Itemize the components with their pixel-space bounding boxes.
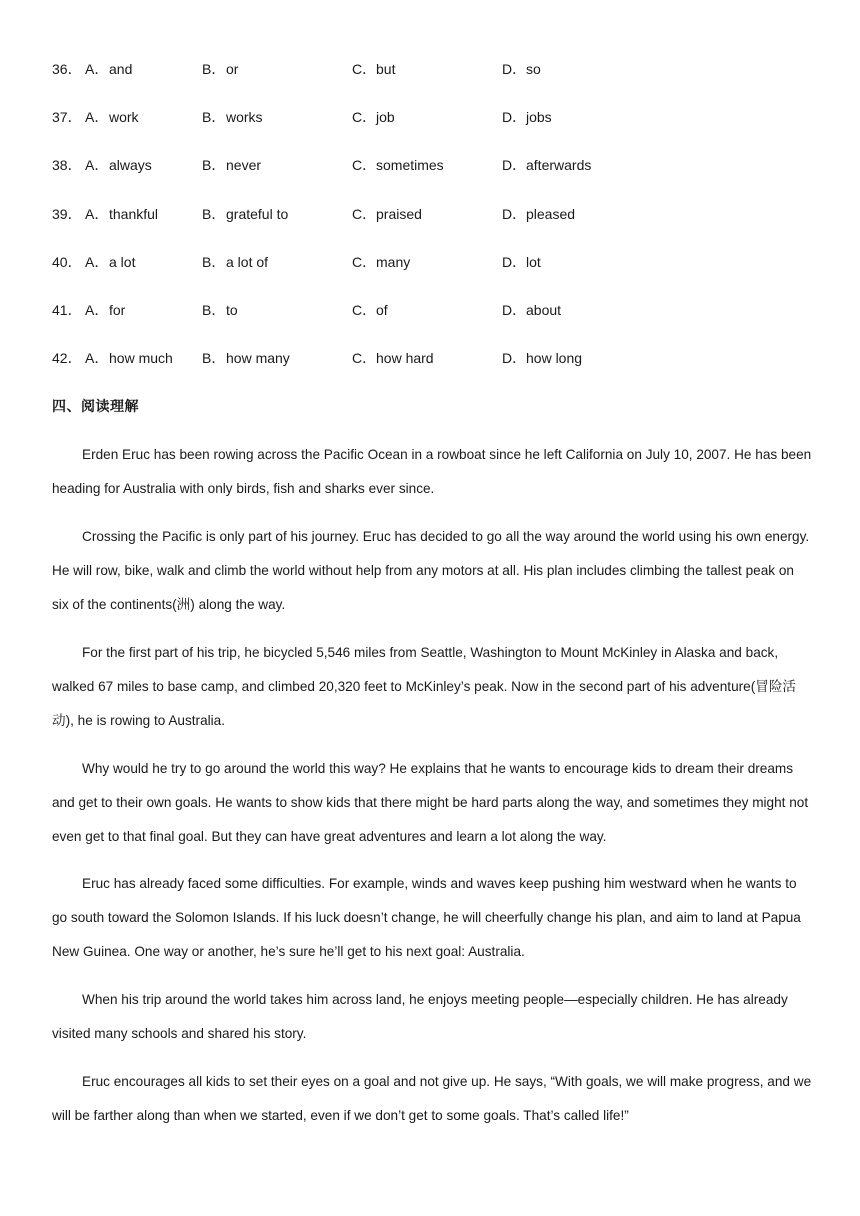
option-a: A．thankful xyxy=(85,206,159,222)
option-d: D．afterwards xyxy=(502,157,592,173)
option-c: C．praised xyxy=(352,206,422,222)
option-c: C．but xyxy=(352,61,396,77)
option-d: D．so xyxy=(502,61,541,77)
section-heading: 四、阅读理解 xyxy=(52,399,139,415)
question-number: 36． xyxy=(52,61,82,77)
option-c: C．many xyxy=(352,254,411,270)
option-b: B．or xyxy=(202,61,239,77)
option-b: B．works xyxy=(202,109,263,125)
option-a: A．a lot xyxy=(85,254,136,270)
option-a: A．for xyxy=(85,302,126,318)
passage-paragraph-6: When his trip around the world takes him across land, he enjoys meeting people—especially children. He has already visited many schools and shared his story. xyxy=(52,992,788,1041)
question-number: 37． xyxy=(52,109,82,125)
question-number: 40． xyxy=(52,254,82,270)
passage-paragraph-1: Erden Eruc has been rowing across the Pacific Ocean in a rowboat since he left California on July 10, 2007. He has been heading for Australia with only birds, fish and sharks ever since. xyxy=(52,447,812,496)
option-d: D．lot xyxy=(502,254,541,270)
option-c: C．of xyxy=(352,302,388,318)
option-d: D．how long xyxy=(502,350,583,366)
question-number: 41． xyxy=(52,302,82,318)
option-b: B．a lot of xyxy=(202,254,269,270)
question-number: 38． xyxy=(52,157,82,173)
option-c: C．how hard xyxy=(352,350,434,366)
option-d: D．about xyxy=(502,302,562,318)
option-b: B．never xyxy=(202,157,262,173)
option-b: B．grateful to xyxy=(202,206,289,222)
option-c: C．job xyxy=(352,109,395,125)
option-c: C．sometimes xyxy=(352,157,444,173)
option-b: B．how many xyxy=(202,350,290,366)
passage-paragraph-2: Crossing the Pacific is only part of his journey. Eruc has decided to go all the way around the world using his own energy. He will row, bike, walk and climb the world without help from any motors at all. His plan includes climbing the tallest peak on six of the continents(洲) along the way. xyxy=(52,529,810,612)
option-a: A．work xyxy=(85,109,139,125)
passage-paragraph-5: Eruc has already faced some difficulties. For example, winds and waves keep pushing him westward when he wants to go south toward the Solomon Islands. If his luck doesn’t change, he will cheerfully change his plan, and aim to land at Papua New Guinea. One way or another, he’s sure he’ll get to his next goal: Australia. xyxy=(52,876,801,959)
passage-paragraph-4: Why would he try to go around the world this way? He explains that he wants to encourage kids to dream their dreams and get to their own goals. He wants to show kids that there might be hard parts along the way, and sometimes they might not even get to that final goal. But they can have great adventures and learn a lot along the way. xyxy=(52,761,809,844)
option-a: A．and xyxy=(85,61,133,77)
option-d: D．jobs xyxy=(502,109,552,125)
option-d: D．pleased xyxy=(502,206,576,222)
passage-paragraph-7: Eruc encourages all kids to set their eyes on a goal and not give up. He says, “With goals, we will make progress, and we will be farther along than when we started, even if we don’t get to some goals. That’s called life!” xyxy=(52,1074,812,1123)
option-a: A．how much xyxy=(85,350,173,366)
option-a: A．always xyxy=(85,157,152,173)
option-b: B．to xyxy=(202,302,238,318)
question-number: 42． xyxy=(52,350,82,366)
question-number: 39． xyxy=(52,206,82,222)
passage-paragraph-3: For the first part of his trip, he bicycled 5,546 miles from Seattle, Washington to Mount McKinley in Alaska and back, walked 67 miles to base camp, and climbed 20,320 feet to McKinley’s peak. Now in the second part of his adventure(冒险活动), he is rowing to Australia. xyxy=(52,645,797,728)
